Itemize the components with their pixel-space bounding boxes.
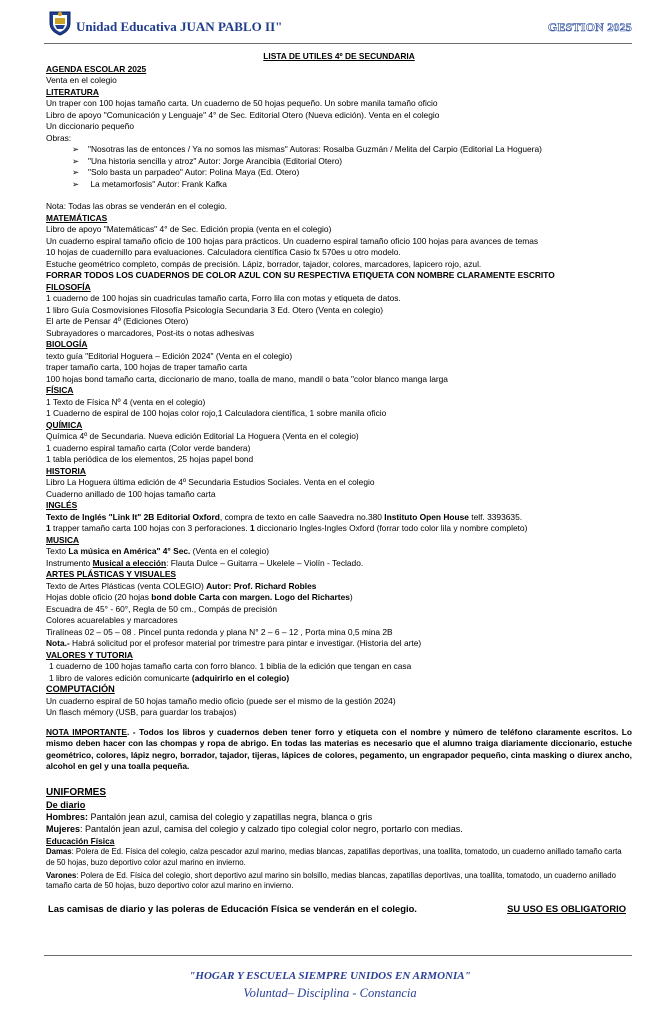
text-line: 1 cuaderno de 100 hojas tamaño carta con forro blanco. 1 biblia de la edición que tengan en casa bbox=[49, 661, 412, 671]
filosofia-heading: FILOSOFÍA bbox=[46, 281, 91, 292]
ingles-heading: INGLÉS bbox=[46, 500, 78, 510]
diario-heading: De diario bbox=[46, 799, 86, 810]
text-line: 1 libro Guía Cosmovisiones Filosofía Psicología Secundaria 3 Ed. Otero (Venta en colegio) bbox=[46, 304, 384, 315]
valores-heading: VALORES Y TUTORIA bbox=[46, 649, 133, 660]
text-line: Estuche geométrico completo, compás de precisión. Lápiz, borrador, tajador, colores, marcadores, lapicero rojo, azul. bbox=[46, 258, 482, 269]
varones-line: Varones: Polera de Ed. Física del colegio, short deportivo azul marino sin bolsillo, medias blancas, zapatillas deportivas, una toallita, tomatodo, un cuaderno anillado tamaño carta de 50 hojas, buzo deportivo color azul marino en invierno. bbox=[46, 870, 616, 891]
school-name: Unidad Educativa JUAN PABLO II" bbox=[76, 19, 283, 34]
artes-heading: ARTES PLÁSTICAS Y VISUALES bbox=[46, 569, 176, 579]
damas-line: Damas: Polera de Ed. Física del colegio, calza pescador azul marino, medias blancas, zapatillas deportivas, una toallita, tomatodo, un cuaderno anillado tamaño carta de 50 hojas, buzo deportivo color azul marino en invierno. bbox=[46, 847, 622, 867]
text-line: 1 cuaderno espiral tamaño carta (Color verde bandera) bbox=[46, 442, 251, 453]
text-line: Un flasch mémory (USB, para guardar los trabajos) bbox=[46, 707, 237, 717]
school-crest-icon bbox=[46, 8, 74, 36]
text-line: Química 4º de Secundaria. Nueva edición Editorial La Hoguera (Venta en el colegio) bbox=[46, 431, 359, 441]
text-line: Un diccionario pequeño bbox=[46, 121, 134, 131]
arrow-bullet-icon: ➢ bbox=[72, 144, 80, 154]
text-line: Tiralíneas 02 – 05 – 08 . Pincel punta redonda y plana N° 2 – 6 – 12 , Porta mina 0,5 mina 2B bbox=[46, 626, 393, 637]
arrow-bullet-icon: ➢ bbox=[72, 178, 80, 189]
text-line: Subrayadores o marcadores, Post-its o notas adhesivas bbox=[46, 327, 255, 338]
arrow-bullet-icon: ➢ bbox=[72, 155, 80, 166]
literatura-heading: LITERATURA bbox=[46, 86, 99, 97]
text-line: Cuaderno anillado de 100 hojas tamaño carta bbox=[46, 488, 216, 499]
document-body bbox=[46, 51, 632, 915]
text-line: Escuadra de 45° - 60°, Regla de 50 cm., Compás de precisión bbox=[46, 603, 278, 614]
final-notice: Las camisas de diario y las poleras de Educación Física se venderán en el colegio. SU USO ES OBLIGATORIO bbox=[48, 903, 626, 915]
text-line: Colores acuarelables y marcadores bbox=[46, 615, 178, 625]
text-line: 1 Cuaderno de espiral de 100 hojas color rojo,1 Calculadora científica, 1 sobre manila oficio bbox=[46, 408, 387, 418]
header-divider bbox=[44, 43, 632, 44]
page-header bbox=[44, 8, 632, 44]
text-line: Un traper con 100 hojas tamaño carta. Un cuaderno de 50 hojas pequeño. Un sobre manila tamaño oficio bbox=[46, 98, 438, 108]
text-line: 1 libro de valores edición comunicarte (adquirirlo en el colegio) bbox=[49, 672, 290, 683]
text-line: Texto La música en América" 4° Sec. (Venta en el colegio) bbox=[46, 546, 270, 556]
text-line: 1 Texto de Física Nº 4 (venta en el colegio) bbox=[46, 396, 206, 407]
text-line: Instrumento Musical a elección: Flauta Dulce – Guitarra – Ukelele – Violín - Teclado. bbox=[46, 557, 364, 568]
text-line: Texto de Artes Plásticas (venta COLEGIO) Autor: Prof. Richard Robles bbox=[46, 580, 317, 591]
text-line: Libro de apoyo "Matemáticas" 4° de Sec. Edición propia (venta en el colegio) bbox=[46, 224, 332, 234]
list-item: ➢ "Solo basta un parpadeo" Autor: Polina Maya (Ed. Otero) bbox=[72, 167, 300, 177]
obligatorio-label: SU USO ES OBLIGATORIO bbox=[507, 903, 626, 915]
text-line: Un cuaderno espiral de 50 hojas tamaño medio oficio (puede ser el mismo de la gestión 2024) bbox=[46, 695, 396, 706]
hombres-line: Hombres: Pantalón jean azul, camisa del colegio y zapatillas negra, blanca o gris bbox=[46, 811, 373, 822]
quimica-heading: QUÍMICA bbox=[46, 419, 83, 430]
text-line: Obras: bbox=[46, 132, 72, 143]
document-title: LISTA DE UTILES 4º DE SECUNDARIA bbox=[263, 51, 415, 61]
list-item: ➢ "Nosotras las de entonces / Ya no somos las mismas" Autoras: Rosalba Guzmán / Melita del Carpio (Editorial La Hoguera) bbox=[72, 144, 542, 154]
footer-values: Voluntad– Disciplina - Constancia bbox=[243, 986, 417, 1000]
text-line: Texto de Inglés "Link It" 2B Editorial Oxford, compra de texto en calle Saavedra no.380 Instituto Open House telf. 3393635. bbox=[46, 511, 523, 522]
text-line: El arte de Pensar 4º (Ediciones Otero) bbox=[46, 316, 189, 326]
text-line: Libro de apoyo "Comunicación y Lenguaje" 4° de Sec. Editorial Otero (Nueva edición). Venta en el colegio bbox=[46, 109, 440, 120]
nota-importante: NOTA IMPORTANTE. - Todos los libros y cuadernos deben tener forro y etiqueta con el nombre y número de teléfono claramente escritos. Lo mismo deben hacer con las chompas y ropa de abrigo. En todas las materias es necesario que el alumno traiga diariamente diccionario, estuche geométrico, colores, lápiz negro, borrador, tajador, tijeras, lápices de colores, pegamento, un engrapador pequeño, cinta masking o diurex ancho, alcohol en gel y una toalla pequeña. bbox=[46, 726, 632, 771]
text-line: 1 cuaderno de 100 hojas sin cuadriculas tamaño carta, Forro lila con motas y etiqueta de datos. bbox=[46, 293, 401, 303]
forrar-notice: FORRAR TODOS LOS CUADERNOS DE COLOR AZUL CON SU RESPECTIVA ETIQUETA CON NOMBRE CLARAMENTE ESCRITO bbox=[46, 270, 555, 280]
fisica-heading: FÍSICA bbox=[46, 385, 74, 395]
footer-divider bbox=[44, 955, 632, 956]
gestion-year: GESTION 2025 bbox=[547, 20, 632, 34]
historia-heading: HISTORIA bbox=[46, 465, 86, 476]
text-line: texto guía "Editorial Hoguera – Edición 2024" (Venta en el colegio) bbox=[46, 350, 293, 361]
mujeres-line: Mujeres: Pantalón jean azul, camisa del colegio y calzado tipo colegial color negro, portarlo con medias. bbox=[46, 824, 463, 834]
text-line: traper tamaño carta, 100 hojas de traper tamaño carta bbox=[46, 362, 248, 372]
agenda-heading: AGENDA ESCOLAR 2025 bbox=[46, 63, 147, 74]
text-line: 1 tabla periódica de los elementos, 25 hojas papel bond bbox=[46, 454, 254, 464]
text-line: Libro La Hoguera última edición de 4º Secundaria Estudios Sociales. Venta en el colegio bbox=[46, 477, 375, 487]
musica-heading: MUSICA bbox=[46, 534, 80, 545]
text-line: Hojas doble oficio (20 hojas bond doble Carta con margen. Logo del Richartes) bbox=[46, 592, 353, 602]
uniformes-heading: UNIFORMES bbox=[46, 786, 106, 798]
computacion-heading: COMPUTACIÓN bbox=[46, 684, 115, 694]
text-line: 1 trapper tamaño carta 100 hojas con 3 perforaciones. 1 diccionario Ingles-Ingles Oxford (forrar todo color lila y nombre completo) bbox=[46, 523, 528, 533]
text-line: Un cuaderno espiral tamaño oficio de 100 hojas para prácticos. Un cuaderno espiral tamaño oficio 100 hojas para avances de temas bbox=[46, 235, 539, 246]
educacion-fisica-heading: Educación Física bbox=[46, 835, 115, 846]
list-item: ➢ "Una historia sencilla y atroz" Autor: Jorge Arancibia (Editorial Otero) bbox=[72, 155, 343, 166]
agenda-note: Venta en el colegio bbox=[46, 75, 117, 85]
text-line: 100 hojas bond tamaño carta, diccionario de mano, toalla de mano, mandil o bata "color blanco manga larga bbox=[46, 373, 448, 384]
footer-motto: "HOGAR Y ESCUELA SIEMPRE UNIDOS EN ARMONIA" bbox=[189, 970, 471, 982]
list-item: ➢ La metamorfosis" Autor: Frank Kafka bbox=[72, 178, 227, 189]
biologia-heading: BIOLOGÍA bbox=[46, 339, 88, 349]
arrow-bullet-icon: ➢ bbox=[72, 167, 80, 177]
text-line: Nota.- Habrá solicitud por el profesor material por trimestre para pintar e investigar. (Historia del arte) bbox=[46, 638, 422, 648]
matematicas-heading: MATEMÁTICAS bbox=[46, 212, 108, 223]
text-line: 10 hojas de cuadernillo para evaluaciones. Calculadora científica Casio fx 570es u otro modelo. bbox=[46, 247, 401, 257]
literatura-nota: Nota: Todas las obras se venderán en el colegio. bbox=[46, 201, 227, 211]
